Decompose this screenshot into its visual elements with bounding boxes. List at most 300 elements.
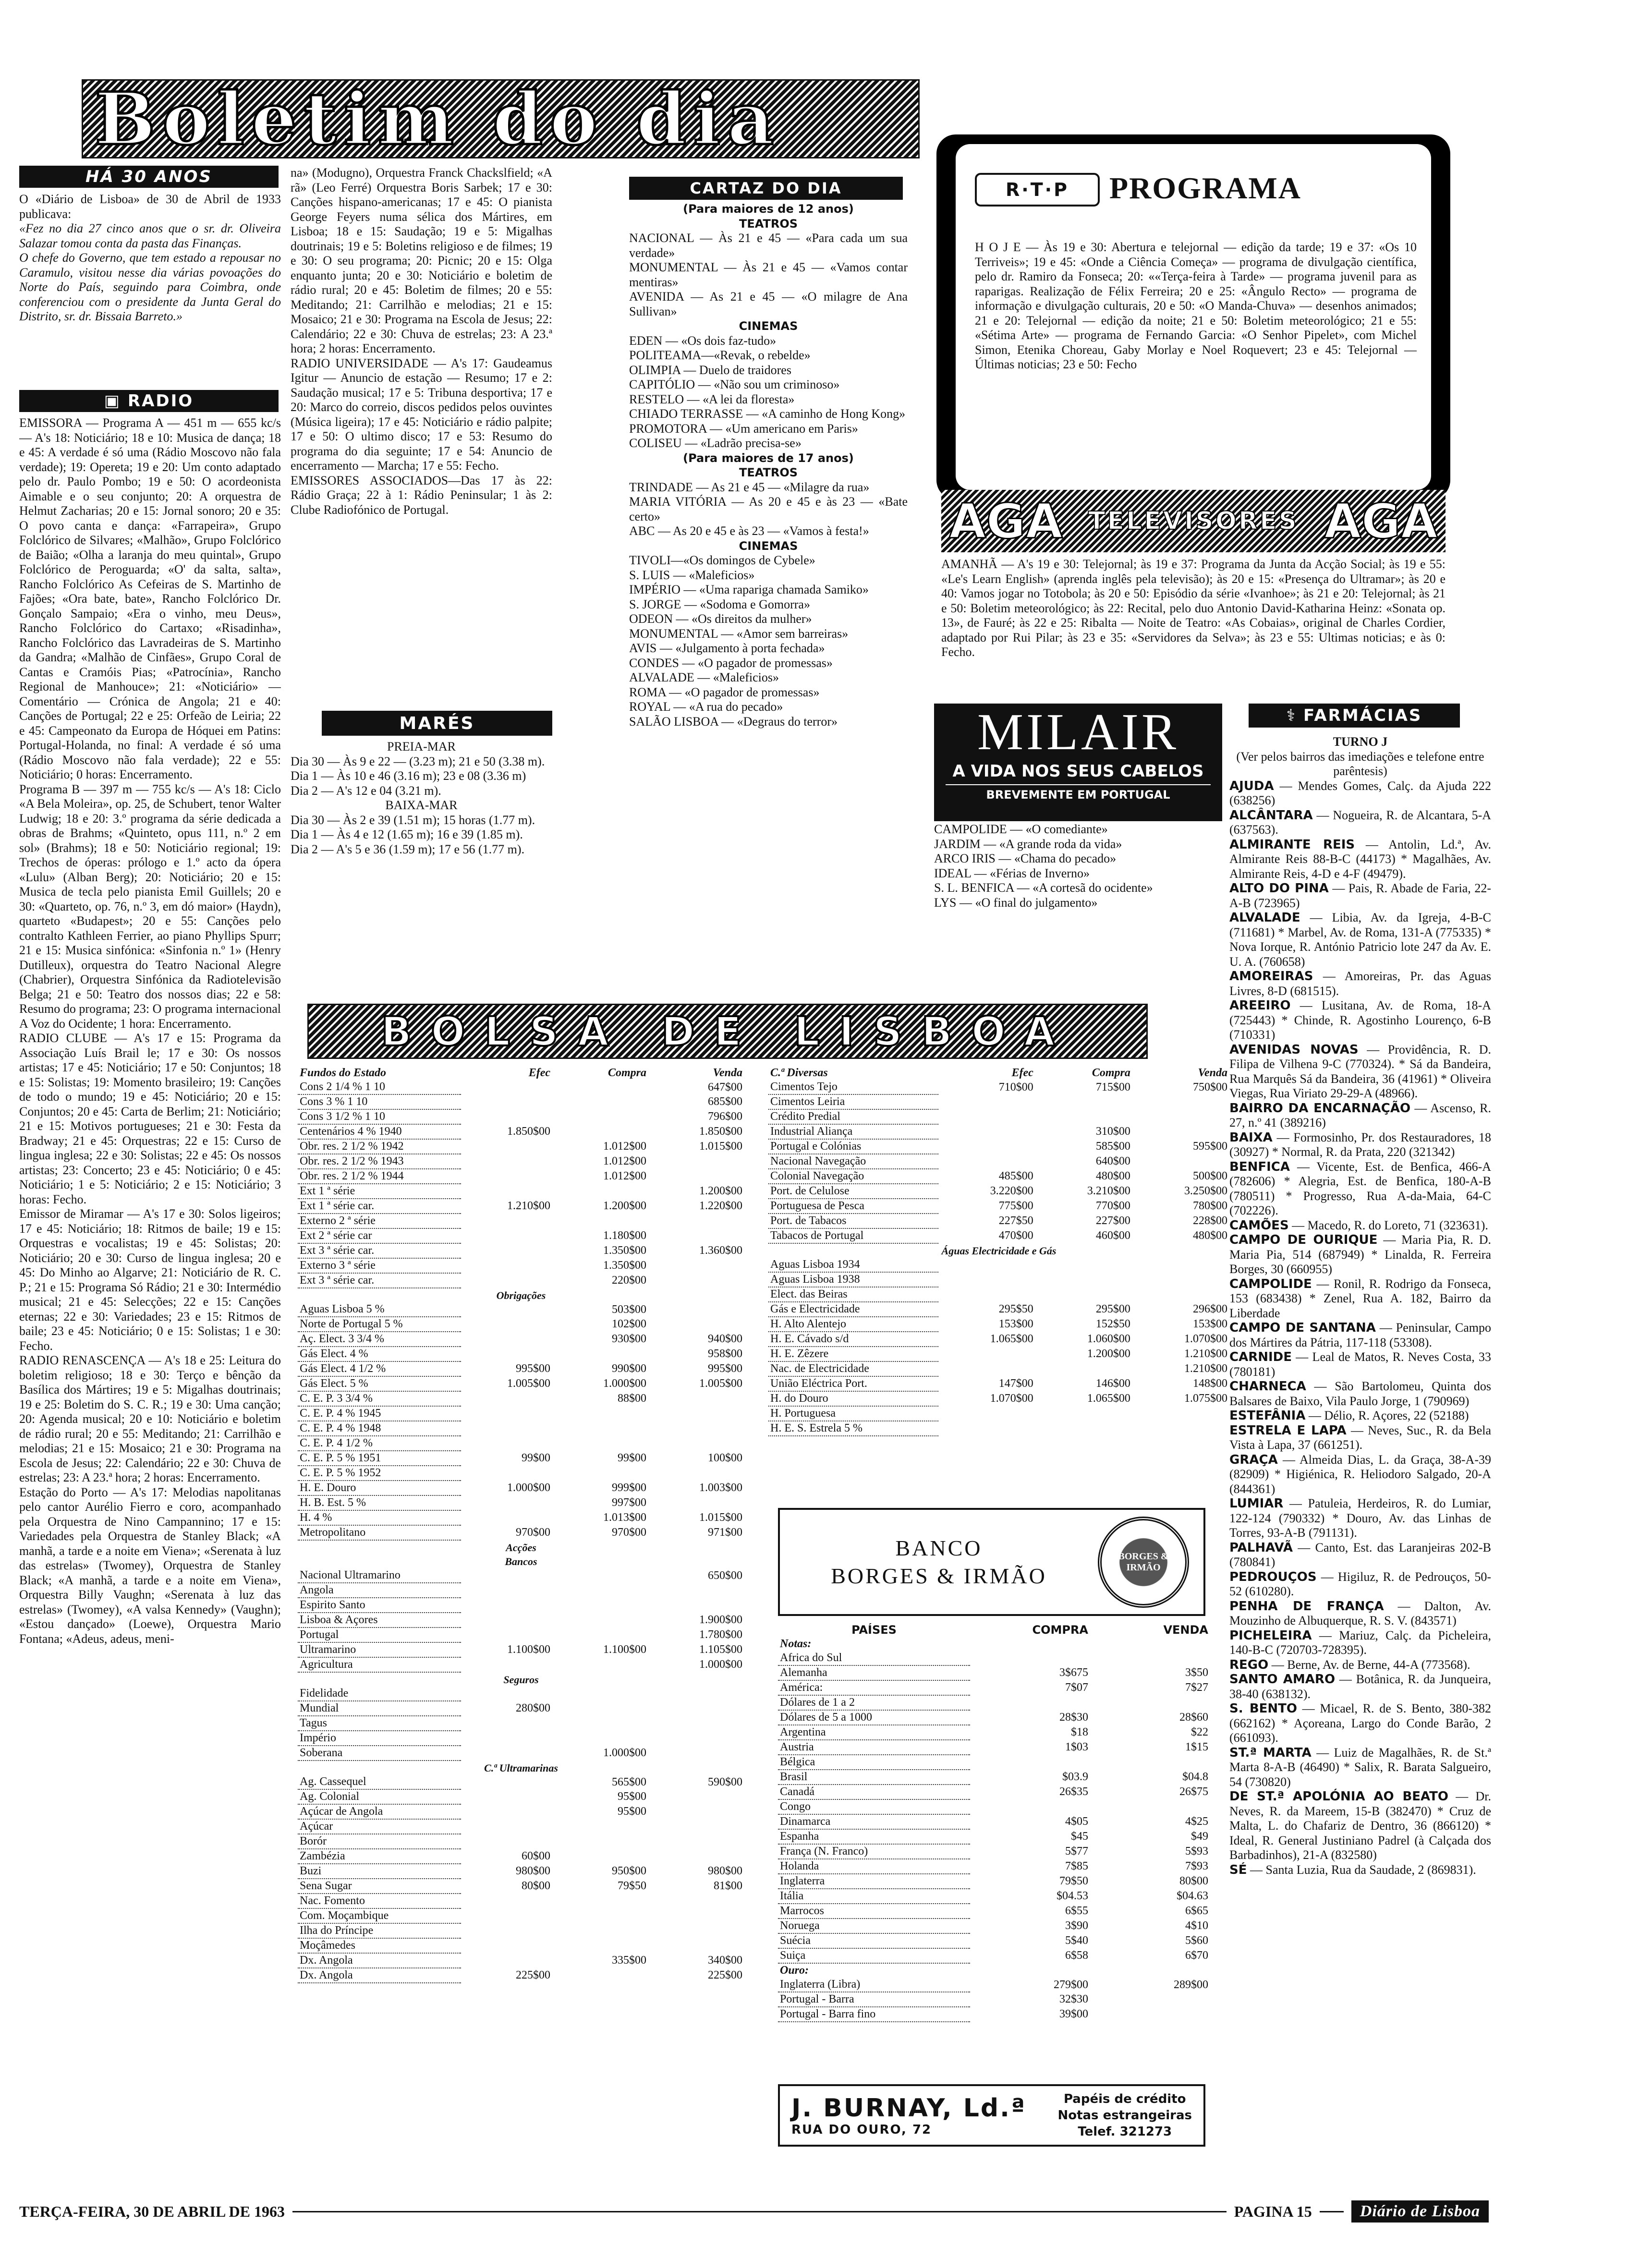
price-cell: 5$40 bbox=[1065, 1934, 1088, 1947]
column-header: PAÍSES bbox=[851, 1623, 897, 1637]
table-row bbox=[298, 1953, 744, 1968]
price-cell: 970$00 bbox=[612, 1526, 646, 1539]
security-name: H. E. S. Estrela 5 % bbox=[768, 1421, 938, 1436]
price-cell: 710$00 bbox=[998, 1081, 1033, 1093]
price-cell bbox=[461, 1214, 552, 1228]
table-row bbox=[778, 1992, 1210, 2007]
pharmacy-detail: — Botânica, R. da Junqueira, 38-40 (638132). bbox=[1229, 1672, 1491, 1701]
table-header-row bbox=[778, 1623, 1210, 1637]
security-name: Soberana bbox=[298, 1746, 461, 1761]
price-cell bbox=[461, 1908, 552, 1923]
pharmacy-item bbox=[1229, 1496, 1491, 1541]
table-row bbox=[298, 1789, 744, 1804]
table-row bbox=[768, 1080, 1229, 1094]
price-cell bbox=[552, 1347, 648, 1361]
price-cell: $04.53 bbox=[1057, 1890, 1088, 1902]
price-cell: 26$75 bbox=[1179, 1785, 1208, 1798]
pharmacy-item bbox=[1229, 1130, 1491, 1160]
section-heading: Acções bbox=[506, 1542, 536, 1554]
security-name: Tagus bbox=[298, 1716, 461, 1731]
price-cell: 958$00 bbox=[708, 1348, 742, 1360]
security-name: Ext 2 ª série car bbox=[298, 1228, 461, 1243]
price-cell: 1.850$00 bbox=[507, 1125, 550, 1138]
price-cell bbox=[552, 1687, 648, 1701]
security-name: C. E. P. 4 1/2 % bbox=[298, 1436, 461, 1451]
price-cell: 6$58 bbox=[1065, 1949, 1088, 1962]
table-row bbox=[298, 1214, 744, 1228]
table-row bbox=[298, 1080, 744, 1094]
pharmacy-district: CHARNECA bbox=[1229, 1379, 1306, 1394]
price-cell: 5$93 bbox=[1185, 1845, 1208, 1858]
price-cell: 1.065$00 bbox=[1087, 1392, 1130, 1405]
price-cell bbox=[552, 1184, 648, 1199]
table-row bbox=[298, 1938, 744, 1953]
table-row bbox=[298, 1864, 744, 1879]
security-name: Angola bbox=[298, 1583, 461, 1598]
price-cell bbox=[461, 1094, 552, 1109]
radio-para: RADIO UNIVERSIDADE — A's 17: Gaudeamus Igitur — Anuncio de estação — Resumo; 17 e 2: Saudação musical; 17 e 5: Tribuna desportiva; 17 e 20: Marco do correio, discos pedidos pelos ouvintes (Música ligeira); 17 e 45: Noticiário e rádio palpite; 17 e 50: O ultimo disco; 17 e 53: Resumo do programa do dia seguinte; 17 e 54: Anuncio de encerramento — Marcha; 17 e 55: Fecho. bbox=[291, 356, 552, 473]
listing: IDEAL — «Férias de Inverno» bbox=[934, 866, 1090, 880]
security-name: Espanha bbox=[778, 1829, 970, 1844]
price-cell: 39$00 bbox=[1059, 2008, 1088, 2020]
cartaz-header: CARTAZ DO DIA bbox=[629, 177, 903, 200]
table-row bbox=[768, 1199, 1229, 1214]
price-cell: 647$00 bbox=[708, 1081, 742, 1093]
security-name: Agricultura bbox=[298, 1657, 461, 1672]
price-cell bbox=[461, 1332, 552, 1347]
security-name: Noruega bbox=[778, 1919, 970, 1933]
price-cell bbox=[648, 1894, 744, 1908]
burnay-name: J. BURNAY, Ld.ª bbox=[791, 2094, 1027, 2123]
price-cell bbox=[938, 1124, 1035, 1139]
price-cell: 289$00 bbox=[1174, 1978, 1208, 1991]
price-cell bbox=[552, 1627, 648, 1642]
price-cell bbox=[1132, 1272, 1229, 1287]
security-name: Ext 1 ª série car. bbox=[298, 1199, 461, 1214]
price-cell: 1.000$00 bbox=[603, 1747, 646, 1759]
pharmacy-detail: — Formosinho, Pr. dos Restauradores, 18 (30927) * Normal, R. da Prata, 220 (321342) bbox=[1229, 1130, 1491, 1159]
security-name: Holanda bbox=[778, 1859, 970, 1874]
pharmacy-detail: — Pais, R. Abade de Faria, 22-A-B (723965) bbox=[1229, 881, 1491, 910]
ha30-para: O chefe do Governo, que tem estado a repousar no Caramulo, visitou nesse dia várias povoações do Norte do País, seguindo para Coimbra, onde conferenciou com o presidente da Junta Geral do Distrito, sr. dr. Bissaia Barreto.» bbox=[19, 251, 281, 323]
column-header: Efec bbox=[528, 1067, 550, 1079]
security-name: Cons 3 % 1 10 bbox=[298, 1094, 461, 1109]
borges-seal bbox=[1098, 1517, 1189, 1608]
pharmacy-detail: — Higiluz, R. de Pedrouços, 50-52 (610280). bbox=[1229, 1569, 1491, 1598]
pharmacy-detail: — Ronil, R. Rodrigo da Fonseca, 153 (683438) * Zenel, Rua A. 182, Bairro da Liberdade bbox=[1229, 1276, 1491, 1320]
table-row bbox=[778, 1710, 1210, 1725]
listing: S. LUIS — «Maleficios» bbox=[629, 568, 755, 582]
security-name: Tabacos de Portugal bbox=[768, 1228, 938, 1243]
price-cell: 6$55 bbox=[1065, 1905, 1088, 1917]
security-name: H. B. Est. 5 % bbox=[298, 1495, 461, 1510]
pharmacy-item bbox=[1229, 1277, 1491, 1321]
price-cell: 7$07 bbox=[1065, 1681, 1088, 1694]
price-cell: 7$93 bbox=[1185, 1860, 1208, 1872]
price-cell bbox=[1035, 1421, 1132, 1436]
price-cell: 1.005$00 bbox=[699, 1377, 742, 1390]
price-cell: $03.9 bbox=[1062, 1771, 1088, 1783]
pharmacy-item bbox=[1229, 1218, 1491, 1233]
security-name: Centenários 4 % 1940 bbox=[298, 1124, 461, 1139]
table-row bbox=[778, 1978, 1210, 1992]
table-row bbox=[298, 1094, 744, 1109]
price-cell: 640$00 bbox=[1095, 1155, 1130, 1167]
listing: ODEON — «Os direitos da mulher» bbox=[629, 612, 812, 626]
table-row bbox=[298, 1716, 744, 1731]
price-cell bbox=[461, 1317, 552, 1332]
security-name: Dx. Angola bbox=[298, 1953, 461, 1968]
price-cell: 80$00 bbox=[522, 1880, 550, 1892]
burnay-left bbox=[791, 2094, 1026, 2137]
security-name: Açúcar de Angola bbox=[298, 1804, 461, 1819]
pharmacy-district: ALCÂNTARA bbox=[1229, 808, 1313, 823]
security-name: Nac. Fomento bbox=[298, 1894, 461, 1908]
price-cell bbox=[1035, 1258, 1132, 1272]
price-cell: 1.000$00 bbox=[507, 1482, 550, 1494]
security-name: Ag. Colonial bbox=[298, 1789, 461, 1804]
price-cell: 1.200$00 bbox=[603, 1200, 646, 1212]
aga-ad bbox=[941, 490, 1446, 552]
price-cell: 95$00 bbox=[618, 1805, 646, 1818]
pharmacy-detail: — Patuleia, Herdeiros, R. do Lumiar, 122-124 (790332) * Douro, Av. das Linhas de Torres, 93-A-B (791131). bbox=[1229, 1496, 1491, 1540]
price-cell bbox=[552, 1406, 648, 1421]
pharmacy-detail: — Luiz de Magalhães, R. de St.ª Marta 8-A-B (46490) * Salix, R. Barata Salgueiro, 54 (730820) bbox=[1229, 1745, 1491, 1789]
price-cell: 1.180$00 bbox=[603, 1229, 646, 1242]
price-cell bbox=[1132, 1406, 1229, 1421]
price-cell bbox=[461, 1228, 552, 1243]
security-name: Moçâmedes bbox=[298, 1938, 461, 1953]
price-cell bbox=[552, 1080, 648, 1094]
rtp-logo: R·T·P bbox=[975, 173, 1100, 206]
price-cell bbox=[648, 1923, 744, 1938]
listing: ROMA — «O pagador de promessas» bbox=[629, 685, 820, 699]
price-cell: 775$00 bbox=[998, 1200, 1033, 1212]
security-name: Dx. Angola bbox=[298, 1968, 461, 1983]
pharmacy-item bbox=[1229, 1746, 1491, 1790]
price-cell: 295$50 bbox=[998, 1303, 1033, 1315]
ha30-para: «Fez no dia 27 cinco anos que o sr. dr. Oliveira Salazar tomou conta da pasta das Finanças. bbox=[19, 221, 281, 250]
price-cell: 995$00 bbox=[516, 1362, 550, 1375]
burnay-ad bbox=[778, 2084, 1205, 2147]
radio-para: Programa B — 397 m — 755 kc/s — A's 18: Ciclo «A Bela Moleira», op. 25, de Schubert, tenor Walter Ludwig; 18 e 20: 3.º programa da série dedicada a obras de Brahms; «Quinteto, opus 111, n.º 2 em sol» (Brahms); 18 e 50: Noticiário regional; 19: Trechos de óperas: prólogo e 1.º acto da ópera «Lulu» (Alban Berg); 20: Noticiário; 20 e 15: Musica de tecla pelo pianista Emil Guillels; 20 e 30: «Quarteto, op. 76, n.º 3, em dó maior» (Haydn), quarteto «Budapest»; 20 e 55: Canções pelo contralto Kathleen Ferrier, ao piano Phyllips Spurr; 21 e 15: Musica sinfónica: «Sinfonia n.º 1» (Henry Dutilleux), orquestra do Teatro Nacional Alegre (Chabrier), Orquestra Sinfónica da Radiotelevisão Belga; 21 e 50: Teatro dos nossos dias; 22 e 58: Resumo do programa; 23: O programa internacional A Voz do Ocidente; 1 hora: Encerramento. bbox=[19, 782, 281, 1031]
table-row bbox=[768, 1169, 1229, 1184]
price-cell bbox=[938, 1109, 1035, 1124]
footer-rule bbox=[1320, 2211, 1344, 2212]
price-cell bbox=[461, 1731, 552, 1746]
security-name: Colonial Navegação bbox=[768, 1169, 938, 1184]
price-cell: 1.070$00 bbox=[990, 1392, 1033, 1405]
price-cell bbox=[461, 1495, 552, 1510]
bolsa-right bbox=[768, 1066, 1229, 1498]
pharmacy-item bbox=[1229, 808, 1491, 838]
price-cell: 4$10 bbox=[1185, 1919, 1208, 1932]
table-row bbox=[778, 1755, 1210, 1770]
table-row bbox=[768, 1391, 1229, 1406]
security-name: Ext 3 ª série car. bbox=[298, 1243, 461, 1258]
borges-text bbox=[780, 1534, 1098, 1590]
price-cell bbox=[461, 1746, 552, 1761]
column-header: VENDA bbox=[1163, 1623, 1208, 1637]
price-cell bbox=[552, 1214, 648, 1228]
pharmacy-item bbox=[1229, 1599, 1491, 1628]
price-cell bbox=[1132, 1094, 1229, 1109]
pharmacy-district: CAMPO DE OURIQUE bbox=[1229, 1233, 1378, 1247]
price-cell: 102$00 bbox=[612, 1318, 646, 1330]
table-row bbox=[298, 1495, 744, 1510]
farmacias-note: (Ver pelos bairros das imediações e telefone entre parêntesis) bbox=[1236, 749, 1484, 778]
mares-line: Dia 30 — Às 9 e 22 — (3.23 m); 21 e 50 (3.38 m). bbox=[291, 754, 545, 768]
price-cell: 60$00 bbox=[522, 1850, 550, 1862]
price-cell: 147$00 bbox=[998, 1377, 1033, 1390]
listing: RESTELO — «A lei da floresta» bbox=[629, 392, 795, 406]
price-cell bbox=[461, 1834, 552, 1849]
price-cell bbox=[461, 1347, 552, 1361]
price-cell: 1.013$00 bbox=[603, 1511, 646, 1524]
security-name: H. E. Cávado s/d bbox=[768, 1332, 938, 1347]
price-cell bbox=[648, 1583, 744, 1598]
price-cell: 480$00 bbox=[1193, 1229, 1227, 1242]
section-row bbox=[768, 1243, 1229, 1258]
listing: ARCO IRIS — «Chama do pecado» bbox=[934, 851, 1117, 865]
price-cell: 1.000$00 bbox=[699, 1658, 742, 1671]
table-row bbox=[768, 1376, 1229, 1391]
listing: NACIONAL — Às 21 e 45 — «Para cada um sua verdade» bbox=[629, 231, 908, 260]
pharmacy-item bbox=[1229, 1409, 1491, 1423]
price-cell: 4$05 bbox=[1065, 1815, 1088, 1828]
price-cell bbox=[938, 1361, 1035, 1376]
radio-para: EMISSORES ASSOCIADOS—Das 17 às 22: Rádio Graça; 22 à 1: Rádio Peninsular; 1 às 2: Clube Radiofónico de Portugal. bbox=[291, 473, 552, 517]
price-cell: 88$00 bbox=[618, 1392, 646, 1405]
table-row bbox=[298, 1451, 744, 1466]
ouro-label: Ouro: bbox=[780, 1964, 809, 1977]
security-name: Externo 2 ª série bbox=[298, 1214, 461, 1228]
price-cell: 220$00 bbox=[612, 1274, 646, 1287]
price-cell: 750$00 bbox=[1193, 1081, 1227, 1093]
security-name: Cons 3 1/2 % 1 10 bbox=[298, 1109, 461, 1124]
table-row bbox=[778, 1859, 1210, 1874]
table-row bbox=[298, 1701, 744, 1716]
security-name: Mundial bbox=[298, 1701, 461, 1716]
listing: MARIA VITÓRIA — As 20 e 45 e às 23 — «Bate certo» bbox=[629, 495, 908, 523]
price-cell: 228$00 bbox=[1193, 1215, 1227, 1227]
security-name: Congo bbox=[778, 1799, 970, 1814]
price-cell bbox=[648, 1687, 744, 1701]
price-cell bbox=[461, 1819, 552, 1834]
pharmacy-item bbox=[1229, 1570, 1491, 1599]
burnay-right bbox=[1057, 2091, 1192, 2140]
price-cell bbox=[648, 1804, 744, 1819]
security-name: H. 4 % bbox=[298, 1510, 461, 1525]
price-cell bbox=[461, 1598, 552, 1613]
price-cell bbox=[648, 1834, 744, 1849]
price-cell bbox=[1132, 1109, 1229, 1124]
listing: MONUMENTAL — «Amor sem barreiras» bbox=[629, 626, 849, 641]
price-cell bbox=[461, 1406, 552, 1421]
radio-header bbox=[19, 390, 279, 412]
borges-name2: BORGES & IRMÃO bbox=[831, 1563, 1047, 1588]
price-cell: 1.360$00 bbox=[699, 1244, 742, 1257]
table-row bbox=[768, 1272, 1229, 1287]
pharmacy-district: SÉ bbox=[1229, 1862, 1247, 1877]
price-cell: $45 bbox=[1071, 1830, 1088, 1843]
table-row bbox=[298, 1804, 744, 1819]
price-cell bbox=[552, 1849, 648, 1864]
price-cell: 6$65 bbox=[1185, 1905, 1208, 1917]
price-cell bbox=[648, 1716, 744, 1731]
security-name: Aguas Lisboa 1934 bbox=[768, 1258, 938, 1272]
table-row bbox=[298, 1109, 744, 1124]
price-cell: 32$30 bbox=[1059, 1993, 1088, 2005]
price-cell bbox=[461, 1583, 552, 1598]
table-row bbox=[768, 1332, 1229, 1347]
price-cell: $22 bbox=[1191, 1726, 1208, 1738]
radio-title: RADIO bbox=[127, 391, 194, 411]
price-cell bbox=[1035, 1361, 1132, 1376]
price-cell: 79$50 bbox=[1059, 1875, 1088, 1887]
price-cell bbox=[938, 1421, 1035, 1436]
price-cell bbox=[1132, 1154, 1229, 1169]
pharmacy-item bbox=[1229, 998, 1491, 1043]
price-cell: 1.003$00 bbox=[699, 1482, 742, 1494]
table-row bbox=[298, 1376, 744, 1391]
price-cell: 970$00 bbox=[516, 1526, 550, 1539]
price-cell: 4$25 bbox=[1185, 1815, 1208, 1828]
price-cell: 480$00 bbox=[1095, 1170, 1130, 1182]
table-row bbox=[768, 1139, 1229, 1154]
price-cell: 585$00 bbox=[1095, 1140, 1130, 1153]
radio-para: na» (Modugno), Orquestra Franck Chackslfield; «A rã» (Leo Ferré) Orquestra Boris Sarbek; 17 e 30: Canções hispano-americanas; 17 e 45: O pianista George Feyers numa sélica dos Mártires, em Lisboa; 18 e 15: Saudação; 19 e 5: Migalhas doutrinais; 19 e 5: Boletins religioso e de filmes; 19 e 30: O seu programa; 20: Picnic; 20 e 15: Olga enquanto junta; 20 e 30: Noticiário e boletim de rádio rural; 20 e 45: Boletim de filmes; 20 e 55: Meditando; 21: Carrilhão e melodias; 21 e 15: Mosaico; 21 e 30: Programa na Escola de Jesus; 22: Calendário; 22 e 30: Chuva de estrelas; 23: A 23.ª hora; 2 horas: Encerramento. bbox=[291, 166, 552, 355]
pharmacy-district: ALMIRANTE REIS bbox=[1229, 837, 1355, 852]
security-name: Ext 1 ª série bbox=[298, 1184, 461, 1199]
price-cell: 590$00 bbox=[708, 1775, 742, 1788]
security-name: C. E. P. 5 % 1952 bbox=[298, 1466, 461, 1481]
mares-line: Dia 2 — A's 12 e 04 (3.21 m). bbox=[291, 783, 441, 798]
boletim-banner bbox=[82, 76, 920, 161]
price-cell: 310$00 bbox=[1095, 1125, 1130, 1138]
price-cell bbox=[461, 1421, 552, 1436]
rtp-tomorrow: AMANHÃ — A's 19 e 30: Telejornal; às 19 e 37: Programa da Junta da Acção Social; às 19 e 55: «Le's Learn English» (aprenda inglês pela televisão); às 20 e 15: «Presença do Ultramar»; às 20 e 40: Vamos jogar no Totobola; às 20 e 50: Episódio da série «Ivanhoe»; às 21 e 20: Telejornal; às 21 e 50: Boletim meteorológico; às 22: Recital, pelo duo Antonio David-Katharina Heinz: «Sonata op. 13», de Fauré; às 22 e 25: Ribalta — Noite de Teatro: «As Cobaias», original de Charles Cordier, adaptado por Rui Pilar; às 23 e 35: «Servidores da Selva»; às 23 e 55: Ultimas noticias; e às 0: Fecho. bbox=[941, 557, 1446, 659]
pharmacy-district: ST.ª MARTA bbox=[1229, 1745, 1312, 1760]
security-name: Nacional Navegação bbox=[768, 1154, 938, 1169]
price-cell bbox=[461, 1139, 552, 1154]
column-header: Compra bbox=[607, 1067, 646, 1079]
price-cell bbox=[648, 1436, 744, 1451]
price-cell: 148$00 bbox=[1193, 1377, 1227, 1390]
turno-label: TURNO J bbox=[1333, 735, 1388, 749]
column-header: Efec bbox=[1011, 1067, 1033, 1079]
price-cell: 153$00 bbox=[1193, 1318, 1227, 1330]
pharmacy-item bbox=[1229, 1043, 1491, 1101]
price-cell: 595$00 bbox=[1193, 1140, 1227, 1153]
table-row bbox=[298, 1598, 744, 1613]
price-cell: 485$00 bbox=[998, 1170, 1033, 1182]
price-cell bbox=[461, 1687, 552, 1701]
price-cell bbox=[648, 1598, 744, 1613]
price-cell: 1$15 bbox=[1185, 1741, 1208, 1753]
price-cell bbox=[552, 1923, 648, 1938]
section-row bbox=[298, 1288, 744, 1302]
pharmacy-district: PALHAVÃ bbox=[1229, 1540, 1293, 1555]
table-row bbox=[298, 1923, 744, 1938]
security-name: Fidelidade bbox=[298, 1687, 461, 1701]
section-row bbox=[778, 1637, 1210, 1651]
security-name: Buzi bbox=[298, 1864, 461, 1879]
pharmacy-item bbox=[1229, 1701, 1491, 1746]
price-cell bbox=[1035, 1272, 1132, 1287]
pharmacy-item bbox=[1229, 911, 1491, 969]
column-header: COMPRA bbox=[1032, 1623, 1088, 1637]
mares-section bbox=[291, 740, 552, 980]
milair-ad bbox=[934, 704, 1222, 821]
section-heading: C.ª Diversas bbox=[770, 1067, 828, 1079]
table-row bbox=[298, 1613, 744, 1627]
bolsa-title: BOLSA DE LISBOA bbox=[381, 1008, 1074, 1055]
table-row bbox=[778, 1785, 1210, 1799]
price-cell bbox=[938, 1154, 1035, 1169]
price-cell: 650$00 bbox=[708, 1569, 742, 1582]
pharmacy-icon: ⚕ bbox=[1286, 706, 1297, 725]
price-cell bbox=[552, 1908, 648, 1923]
security-name: Cons 2 1/4 % 1 10 bbox=[298, 1080, 461, 1094]
pharmacy-detail: — Délio, R. Açores, 22 (52188) bbox=[1308, 1409, 1469, 1422]
price-cell: 225$00 bbox=[708, 1969, 742, 1981]
security-name: Borór bbox=[298, 1834, 461, 1849]
price-cell: 1.075$00 bbox=[1184, 1392, 1227, 1405]
price-cell: 100$00 bbox=[708, 1452, 742, 1464]
table-row bbox=[298, 1627, 744, 1642]
table-row bbox=[298, 1466, 744, 1481]
paper-name: Diário de Lisboa bbox=[1351, 2200, 1489, 2223]
table-row bbox=[768, 1347, 1229, 1361]
pharmacy-detail: — Micael, R. de S. Bento, 380-382 (662162) * Açoreana, Largo do Conde Barão, 2 (661093). bbox=[1229, 1701, 1491, 1745]
price-cell: 81$00 bbox=[714, 1880, 742, 1892]
price-cell bbox=[970, 1651, 1090, 1665]
mares-line: Dia 2 — A's 5 e 36 (1.59 m); 17 e 56 (1.77 m). bbox=[291, 842, 525, 856]
pharmacy-item bbox=[1229, 1658, 1491, 1673]
pharmacy-detail: — Nogueira, R. de Alcantara, 5-A (637563). bbox=[1229, 808, 1491, 837]
page-title: Boletim do dia bbox=[95, 76, 781, 161]
price-cell: 3$675 bbox=[1059, 1666, 1088, 1679]
security-name: Canadá bbox=[778, 1785, 970, 1799]
security-name: Metropolitano bbox=[298, 1525, 461, 1540]
table-row bbox=[778, 1799, 1210, 1814]
pharmacy-district: ALVALADE bbox=[1229, 911, 1300, 925]
price-cell: 6$70 bbox=[1185, 1949, 1208, 1962]
security-name: Suécia bbox=[778, 1933, 970, 1948]
section-heading: C.ª Ultramarinas bbox=[484, 1762, 558, 1774]
security-name: Industrial Aliança bbox=[768, 1124, 938, 1139]
price-cell bbox=[461, 1923, 552, 1938]
price-cell bbox=[970, 1695, 1090, 1710]
table-row bbox=[768, 1287, 1229, 1302]
price-cell bbox=[461, 1938, 552, 1953]
price-cell: 3.220$00 bbox=[990, 1185, 1033, 1197]
security-name: Africa do Sul bbox=[778, 1651, 970, 1665]
cinemas-label: CINEMAS bbox=[739, 539, 798, 553]
price-cell: 1.070$00 bbox=[1184, 1333, 1227, 1345]
table-row bbox=[298, 1746, 744, 1761]
price-cell bbox=[648, 1169, 744, 1184]
pharmacy-item bbox=[1229, 779, 1491, 808]
price-cell bbox=[648, 1938, 744, 1953]
table-row bbox=[778, 1814, 1210, 1829]
pharmacy-item bbox=[1229, 1423, 1491, 1453]
section-heading: Fundos do Estado bbox=[300, 1067, 387, 1079]
radio-para: RADIO CLUBE — A's 17 e 15: Programa da Associação Luís Brail le; 17 e 30: Os nossos artistas; 17 e 45: Noticiário; 17 e 50: Conjuntos; 18 e 15: Solistas; 19: Momento brasileiro; 19: Canções de todo o mundo; 19 e 45: Noticiário; 20 e 15: Conjuntos; 20 e 45: Carta de Berlim; 21: Noticiário; 21 e 15: Motivos portugueses; 21 e 30: Festa da Bradway; 21 e 45: Orquestras; 22 e 15: Curso de lingua inglesa; 22 e 30: Solistas; 22 e 45: Os nossos artistas; 23: Concerto; 23 e 45: Noticiário; 0 e 45: Noticiário; 1 e 5: Noticiário; 2 e 15: Noticiário; 3 horas: Fecho. bbox=[19, 1031, 281, 1206]
footer bbox=[19, 2197, 1489, 2226]
price-cell: 1.200$00 bbox=[1087, 1348, 1130, 1360]
